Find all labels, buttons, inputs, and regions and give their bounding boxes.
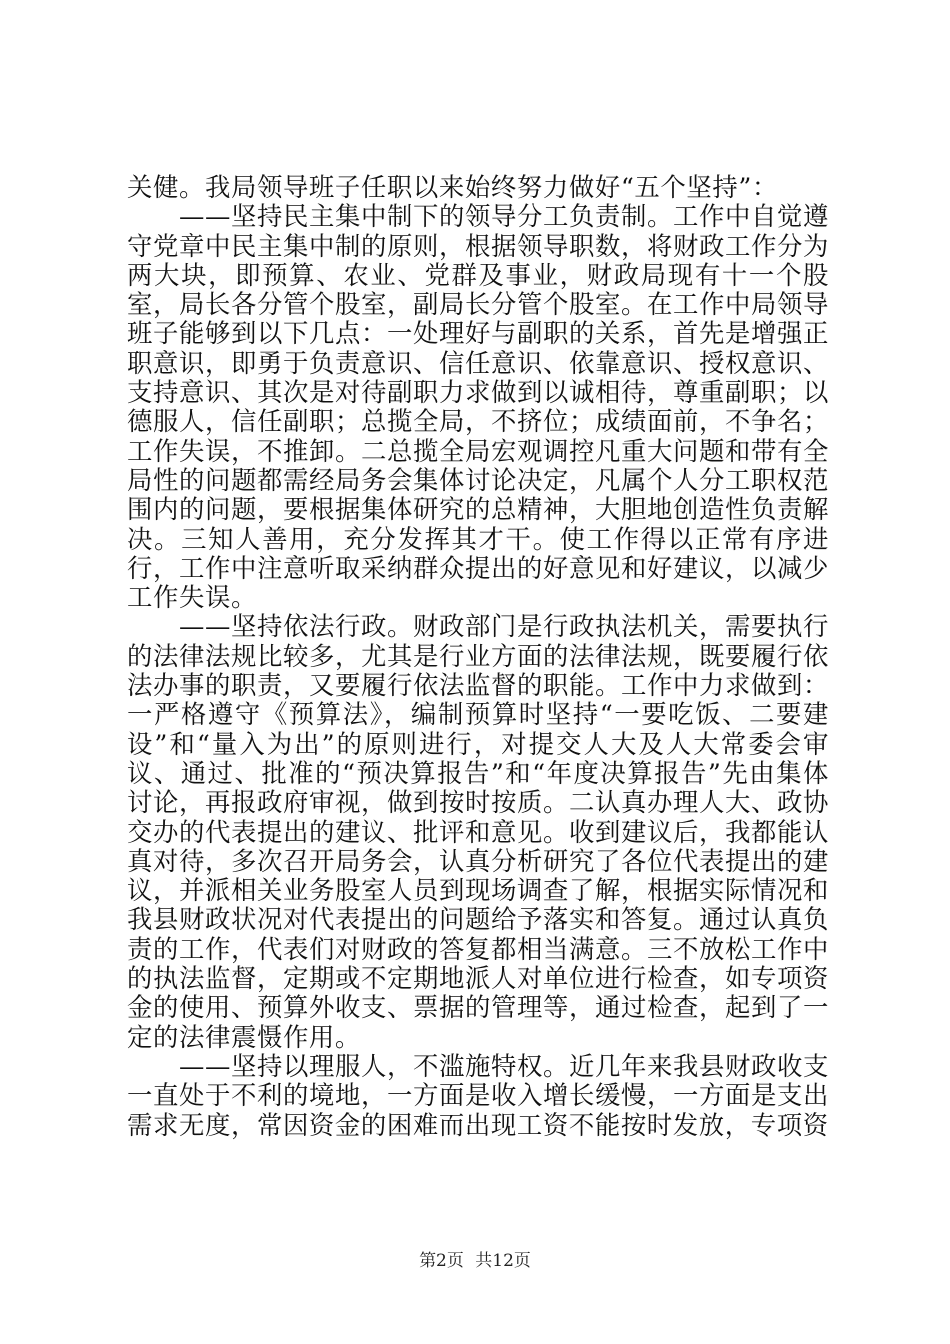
paragraph-continuation: 关健。我局领导班子任职以来始终努力做好“五个坚持”： xyxy=(127,172,778,202)
paragraph-democratic-centralism: ——坚持民主集中制下的领导分工负责制。工作中自觉遵守党章中民主集中制的原则，根据领导职数，将财政工作分为两大块，即预算、农业、党群及事业，财政局现有十一个股室，局长各分管个股室，副局长分管个股室。在工作中局领导班子能够到以下几点：一处理好与副职的关系，首先是增强正职意识，即勇于负责意识、信任意识、依靠意识、授权意识、支持意识、其次是对待副职力求做到以诚相待，尊重副职；以德服人，信任副职；总揽全局，不挤位；成绩面前，不争名；工作失误，不推卸。二总揽全局宏观调控凡重大问题和带有全局性的问题都需经局务会集体讨论决定，凡属个人分工职权范围内的问题，要根据集体研究的总精神，大胆地创造性负责解决。三知人善用，充分发挥其才干。使工作得以正常有序进行，工作中注意听取采纳群众提出的好意见和好建议，以减少工作失误。 xyxy=(127,201,829,613)
page-total: 共12页 xyxy=(475,1251,531,1271)
page-number: 第2页 xyxy=(419,1251,464,1271)
page-footer xyxy=(0,1246,950,1271)
paragraph-rule-of-law: ——坚持依法行政。财政部门是行政执法机关，需要执行的法律法规比较多，尤其是行业方面的法律法规，既要履行依法办事的职责，又要履行依法监督的职能。工作中力求做到：一严格遵守《预算法》，编制预算时坚持“一要吃饭、二要建设”和“量入为出”的原则进行，对提交人大及人大常委会审议、通过、批准的“预决算报告”和“年度决算报告”先由集体讨论，再报政府审视，做到按时按质。二认真办理人大、政协交办的代表提出的建议、批评和意见。收到建议后，我都能认真对待，多次召开局务会，认真分析研究了各位代表提出的建议，并派相关业务股室人员到现场调查了解，根据实际情况和我县财政状况对代表提出的问题给予落实和答复。通过认真负责的工作，代表们对财政的答复都相当满意。三不放松工作中的执法监督，定期或不定期地派人对单位进行检查，如专项资金的使用、预算外收支、票据的管理等，通过检查，起到了一定的法律震慑作用。 xyxy=(127,611,829,1052)
document-body xyxy=(127,173,829,1140)
paragraph-reasoning: ——坚持以理服人，不滥施特权。近几年来我县财政收支一直处于不利的境地，一方面是收入增长缓慢，一方面是支出需求无度，常因资金的困难而出现工资不能按时发放，专项资 xyxy=(127,1050,829,1140)
